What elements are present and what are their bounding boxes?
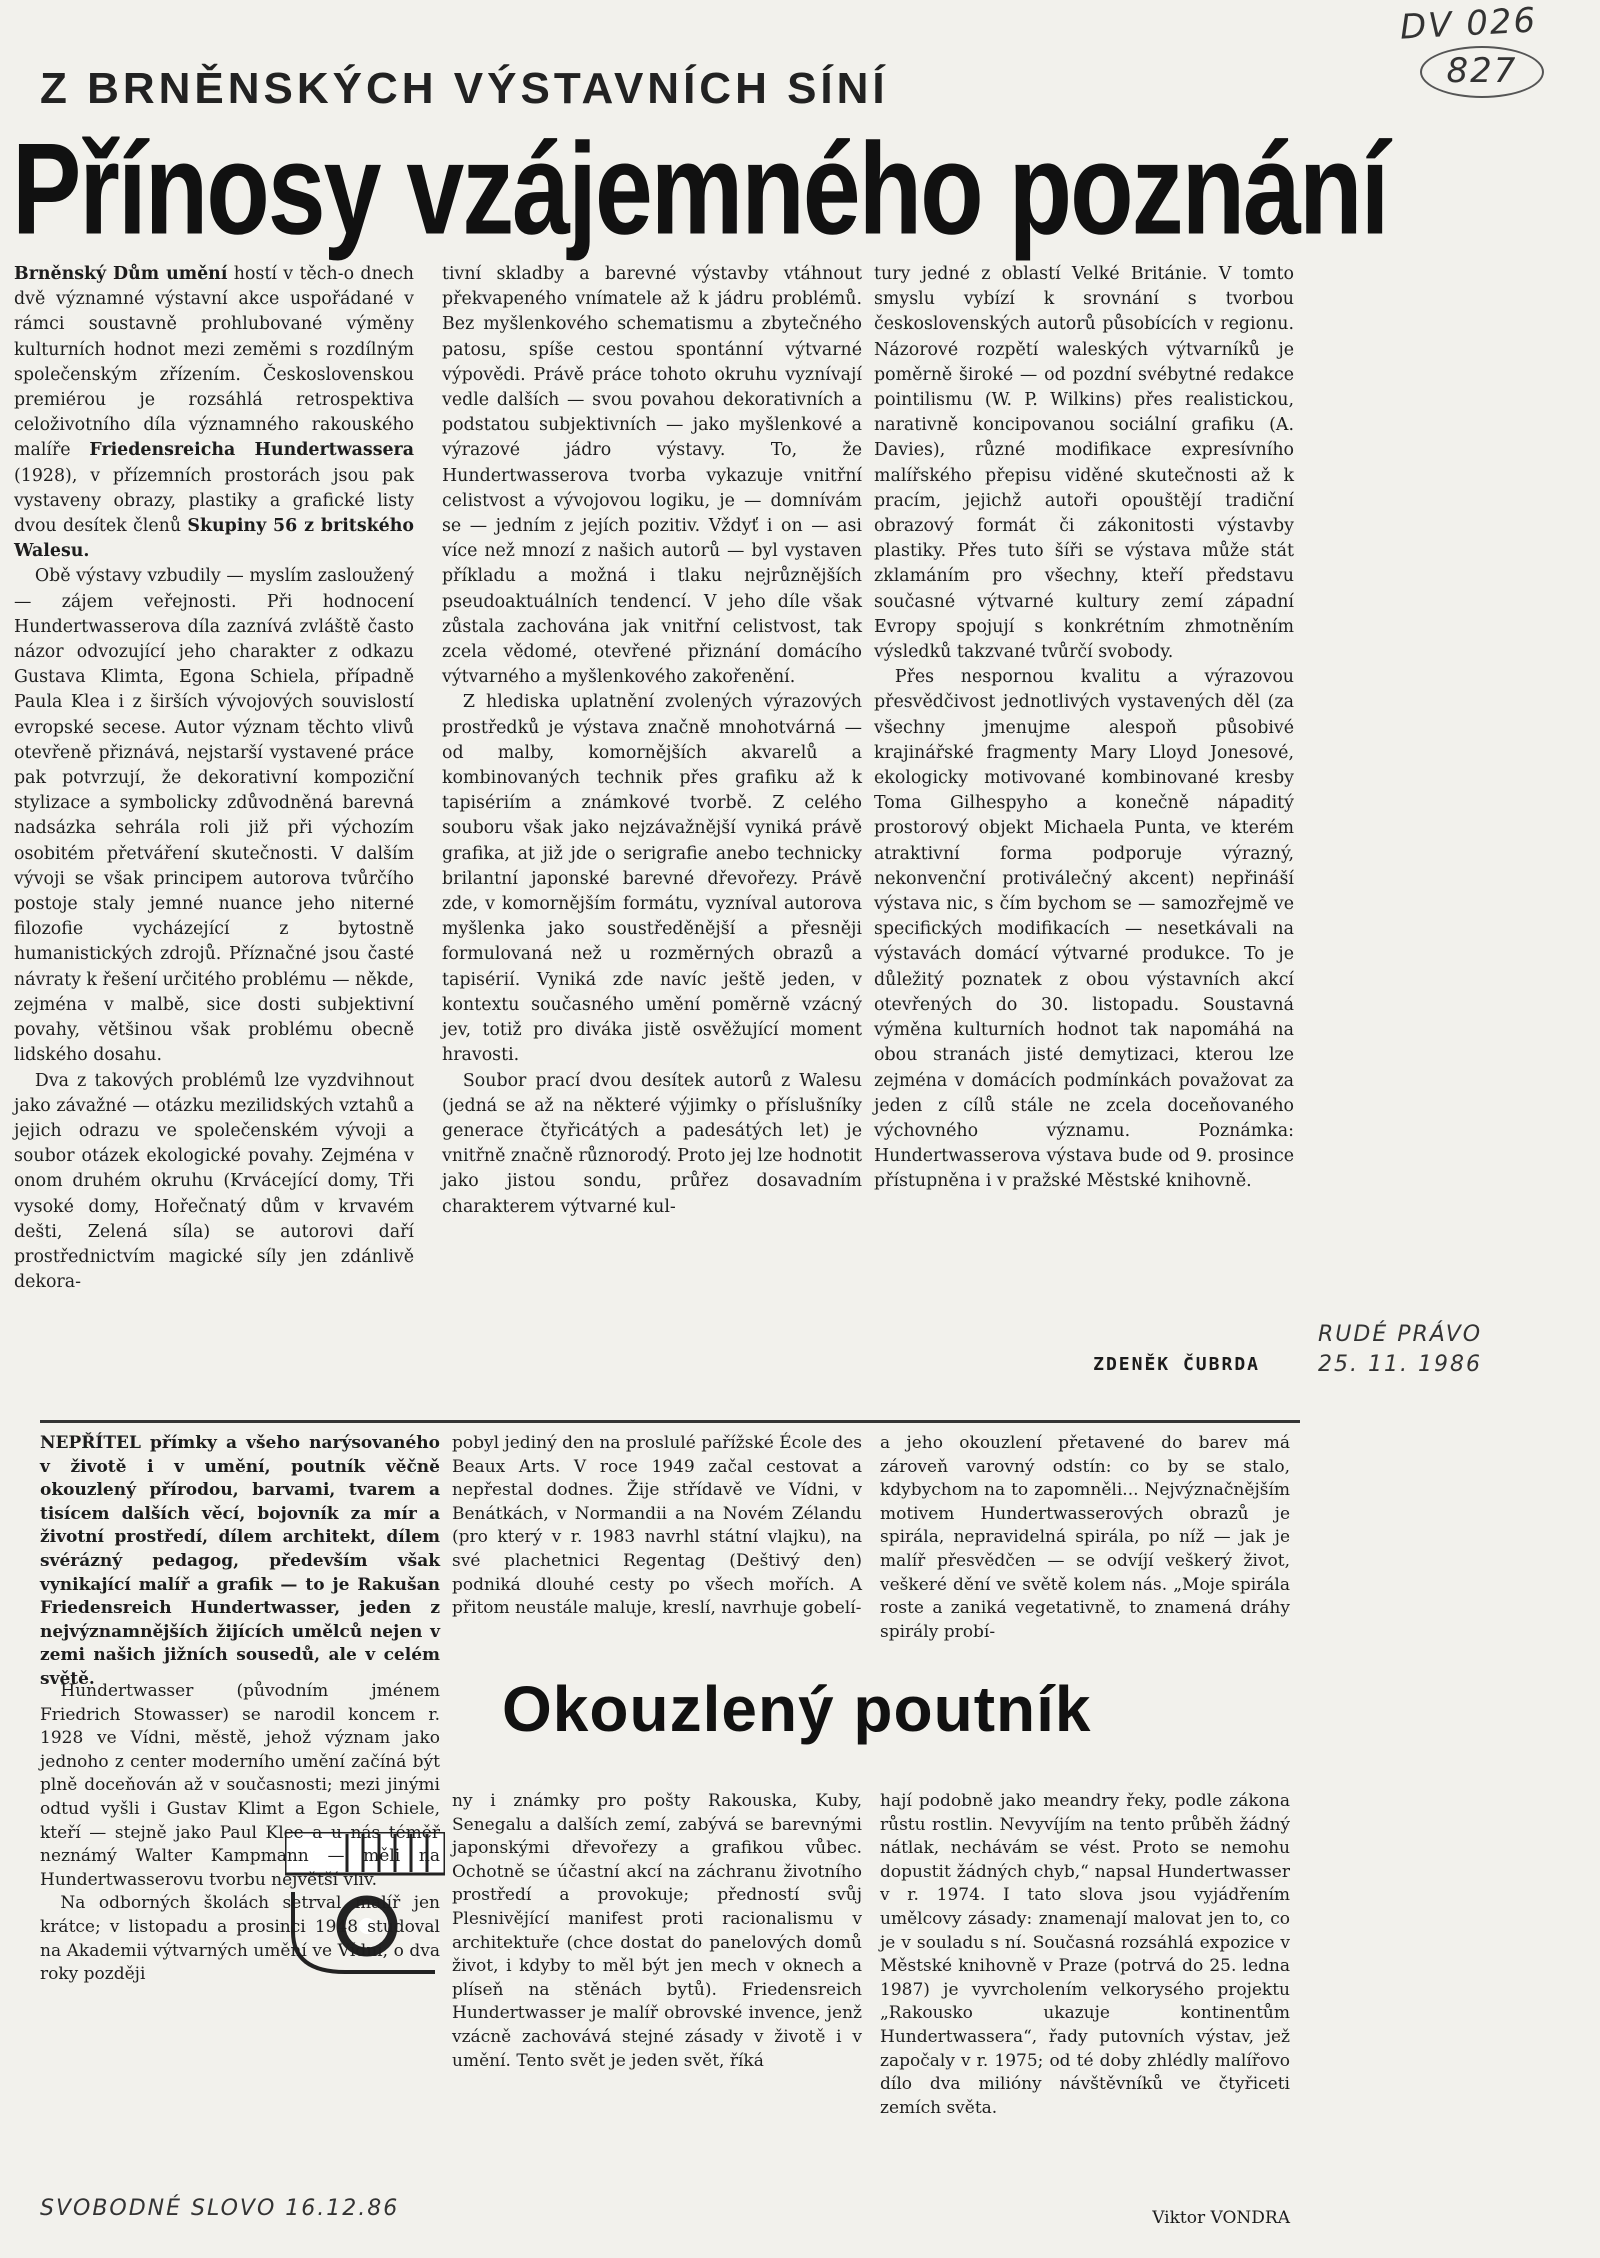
article1-kicker: Z BRNĚNSKÝCH VÝSTAVNÍCH SÍNÍ — [40, 64, 889, 113]
source-1-name: RUDÉ PRÁVO — [1318, 1322, 1483, 1347]
article2-col3-top — [880, 1432, 1290, 1644]
source-stamp-svobodne-slovo: SVOBODNÉ SLOVO 16.12.86 — [40, 2196, 400, 2221]
archive-code: DV 026 — [1399, 0, 1539, 48]
article1-headline: Přínosy vzájemného poznání — [12, 117, 1388, 263]
article2-col3-bot-text: hají podobně jako meandry řeky, podle zákona růstu rostlin. Nevyvíjím na tento průběh žádný nátlak, nechávám se vést. Proto se nemohu dopustit žádných chyb,“ napsal Hundertwasser v r. 1974. I tato slova jsou vyjádřením umělcovy zásady: znamenají malovat jen to, co je v souladu s ní. Současná rozsáhlá expozice v Městské knihovně v Praze (potrvá do 25. ledna 1987) je vyvrcholením velkorysého projektu „Rakousko ukazuje kontinentům Hundertwassera“, řady putovních výstav, jež započaly v r. 1975; od té doby zhlédly malířovo dílo dva milióny návštěvníků ve čtyřiceti zemích světa. — [880, 1791, 1290, 2118]
source-stamp-rude-pravo — [1318, 1320, 1482, 1380]
article2-headline: Okouzlený poutník — [502, 1673, 1092, 1745]
article2-col1-bot-text: Na odborných školách setrval malíř jen krátce; v listopadu a prosinci 1948 studoval na Akademii výtvarných umění ve Vídni, o dva roky později — [40, 1893, 440, 1985]
article2-col1-top — [40, 1432, 440, 1692]
article1-col1-paragraph: Obě výstavy vzbudily — myslím zasloužený — zájem veřejnosti. Při hodnocení Hundertwasserova díla zaznívá zvláště často názor odvozující jeho charakter z odkazu Gustava Klimta, Egona Schiela, případně Paula Klea i z širších vývojových souvislostí evropské secese. Autor význam těchto vlivů otevřeně přiznává, nejstarší vystavené práce pak potvrzují, že dekorativní kompoziční stylizace a symbolicky zdůvodněná barevná nadsázka sehrála roli již při výchozím osobitém přetváření skutečnosti. V dalším vývoji se však principem autorova tvůrčího postoje staly jemné nuance jeho niterné filozofie vycházející z bytostně humanistických zdrojů. Příznačné jsou časté návraty k řešení určitého problému — někde, zejména v malbě, sice dosti subjektivní povahy, většinou však problému obecně lidského dosahu. — [14, 566, 414, 1066]
article1-col2-paragraph: Z hlediska uplatnění zvolených výrazových prostředků je výstava značně mnohotvárná — od malby, komornějších akvarelů a kombinovaných technik přes grafiku až k tapisériím a známkové tvorbě. Z celého souboru však jako nejzávažnější vyniká právě grafika, at již jde o serigrafie anebo technicky brilantní japonské barevné dřevořezy. Právě zde, v komornějším formátu, vyzníval autorova myšlenka jako soustředěnější a přesněji formulovaná než u rozměrných obrazů a tapisérií. Vyniká zde navíc ještě jeden, v kontextu současného umění poměrně vzácný jev, totiž pro diváka jistě osvěžující moment hravosti. — [442, 692, 862, 1066]
article2-col3-top-text: a jeho okouzlení přetavené do barev má zároveň varovný odstín: co by se stalo, kdybychom na to zapomněli... Nejvýznačnějším motivem Hundertwasserových obrazů je spirála, nepravidelná spirála, po níž — jak je malíř přesvědčen — se odvíjí veškerý život, veškeré dění ve světě kolem nás. „Moje spirála roste a zaniká vegetativně, to znamená dráhy spirály probí- — [880, 1433, 1290, 1642]
article1-col1 — [14, 262, 414, 1295]
article1-col2-paragraph: tivní skladby a barevné výstavby vtáhnout překvapeného vnímatele až k jádru problémů. Bez myšlenkového schematismu a zbytečného patosu, spíše cestou spontánní výtvarné výpovědi. Právě práce tohoto okruhu vyznívají vedle dalších — svou povahou dekorativních a podstatou subjektivních — jako myšlenkové a výrazové jádro výstavy. To, že Hundertwasserova tvorba vykazuje vnitřní celistvost a vývojovou logiku, je — domnívám se — jedním z jejích pozitiv. Vždyť i on — asi více než mnozí z našich autorů — byl vystaven příkladu a možná i tlaku nejrůznějších pseudoaktuálních tendencí. V jeho díle však zůstala zachována jak vnitřní celistvost, tak zcela vědomé, otevřené přiznání domácího výtvarného a myšlenkového zakořenění. — [442, 264, 862, 688]
article1-col1-paragraph: Dva z takových problémů lze vyzdvihnout jako závažné — otázku mezilidských vztahů a jejich odrazu ve společenském vývoji a soubor otázek ekologické povahy. Zejména v onom druhém okruhu (Krvácející domy, Tři vysoké domy, Hořečnatý dům v krvavém dešti, Zelená síla) se autorovi daří prostřednictvím magické síly jen zdánlivě dekora- — [14, 1070, 414, 1293]
article2-col1-mid — [40, 1680, 440, 1987]
article1-col3-paragraph: Přes nespornou kvalitu a výrazovou přesvědčivost jednotlivých vystavených děl (za všechny jmenujme alespoň působivé krajinářské fragmenty Mary Lloyd Jonesové, ekologicky motivované kombinované kresby Toma Gilhespyho a konečně nápaditý prostorový objekt Michaela Punta, ve kterém atraktivní forma podporuje výrazný, nekonvenční protiválečný akcent) nepřináší výstava nic, s čím bychom se — samozřejmě ve specifických modifikacích — nesetkávali na výstavách domácí výtvarné produkce. To je důležitý poznatek z obou výstavních akcí otevřených do 30. listopadu. Soustavná výměna kulturních hodnot tak napomáhá na obou stranách jisté demytizaci, kterou lze zejména v domácích podmínkách považovat za jeden z cílů stále ne zcela doceňovaného výchovného významu. Poznámka: Hundertwasserova výstava bude od 9. prosince přístupněna i v pražské Městské knihovně. — [874, 667, 1294, 1192]
archive-number — [1420, 46, 1544, 98]
source-1-date: 25. 11. 1986 — [1318, 1352, 1482, 1377]
article2-col1-mid-text: Hundertwasser (původním jménem Friedrich Stowasser) se narodil koncem r. 1928 ve Vídni, městě, jehož význam jako jednoho z center moderního umění začíná být plně doceňován až v současnosti; mezi jinými odtud vyšli i Gustav Klimt a Egon Schiele, kteří — stejně jako Paul Klee a u nás téměř neznámý Walter Kampmann — měli na Hundertwasserovu tvorbu největší vliv. — [40, 1681, 440, 1890]
archive-number-text: 827 — [1446, 51, 1518, 91]
article2-col3-bot — [880, 1790, 1290, 2120]
article2-col2-top — [452, 1432, 862, 1621]
article2-col2-bot-text: ny i známky pro pošty Rakouska, Kuby, Senegalu a dalších zemí, zabývá se barevnými japonskými dřevořezy a grafikou vůbec. Ochotně se účastní akcí na záchranu životního prostředí a provokuje; předností svůj Plesnivějící manifest proti racionalismu v architektuře (chce dostat do panelových domů život, i kdyby to měl být jen mech v oknech a plíseň na stěnách bytů). Friedensreich Hundertwasser je malíř obrovské invence, jenž vzácně zachovává stejné zásady v životě i v umění. Tento svět je jeden svět, říká — [452, 1791, 862, 2071]
article1-col2 — [442, 262, 862, 1220]
article1-col3-paragraph: tury jedné z oblastí Velké Británie. V tomto smyslu vybízí k srovnání s tvorbou československých autorů působících v regionu. Názorové rozpětí waleských výtvarníků je poměrně široké — od pozdní svébytné redakce pointilismu (W. P. Wilkins) přes realistickou, narativně koncipovanou sociální grafiku (A. Davies), různé modifikace expresívního malířského přepisu viděné skutečnosti až k pracím, jejichž autoři opouštějí tradiční obrazový formát či zákonitosti výstavby plastiky. Přes tuto šíři se výstava může stát zklamáním pro všechny, kteří představu současné výtvarné kultury zemí západní Evropy spojují s konkrétním zhmotněním výsledků takzvané tvůrčí svobody. — [874, 264, 1294, 663]
article2-byline: Viktor VONDRA — [1152, 2208, 1290, 2228]
article1-col1-paragraph: Brněnský Dům umění hostí v těch-o dnech dvě významné výstavní akce uspořádané v rámci soustavně prohlubované výměny kulturních hodnot mezi zeměmi s rozdílným společenským zřízením. Československou premiérou je rozsáhlá retrospektiva celoživotního díla významného rakouského malíře Friedensreicha Hundertwassera (1928), v přízemních prostorách jsou pak vystaveny obrazy, plastiky a grafické listy dvou desítek členů Skupiny 56 z britského Walesu. — [14, 264, 414, 562]
article1-col3 — [874, 262, 1294, 1195]
article2-lead-paragraph: NEPŘÍTEL přímky a všeho narýsovaného v životě i v umění, poutník věčně okouzlený přírodou, barvami, tvarem a tisícem dalších věcí, bojovník za mír a životní prostředí, dílem architekt, dílem svérázný pedagog, především však vynikající malíř a grafik — to je Rakušan Friedensreich Hundertwasser, jeden z nejvýznamnějších žijících umělců nejen v zemi našich jižních sousedů, ale v celém světě. — [40, 1433, 440, 1689]
article1-byline: ZDENĚK ČUBRDA — [1093, 1354, 1260, 1375]
article2-col2-bot — [452, 1790, 862, 2073]
article1-col2-paragraph: Soubor prací dvou desítek autorů z Walesu (jedná se až na některé výjimky o příslušníky generace čtyřicátých a padesátých let) je vnitřně značně různorodý. Proto jej lze hodnotit jako jistou sondu, průřez dosavadním charakterem výtvarné kul- — [442, 1070, 862, 1217]
article-divider — [40, 1420, 1300, 1423]
article2-col2-top-text: pobyl jediný den na proslulé pařížské École des Beaux Arts. V roce 1949 začal cestovat a nepřestal dodnes. Žije střídavě ve Vídni, v Benátkách, v Normandii a na Novém Zélandu (pro který v r. 1983 navrhl státní vlajku), na své plachetnici Regentag (Deštivý den) podniká dlouhé cesty po všech mořích. A přitom neustále maluje, kreslí, navrhuje gobelí- — [452, 1433, 862, 1619]
